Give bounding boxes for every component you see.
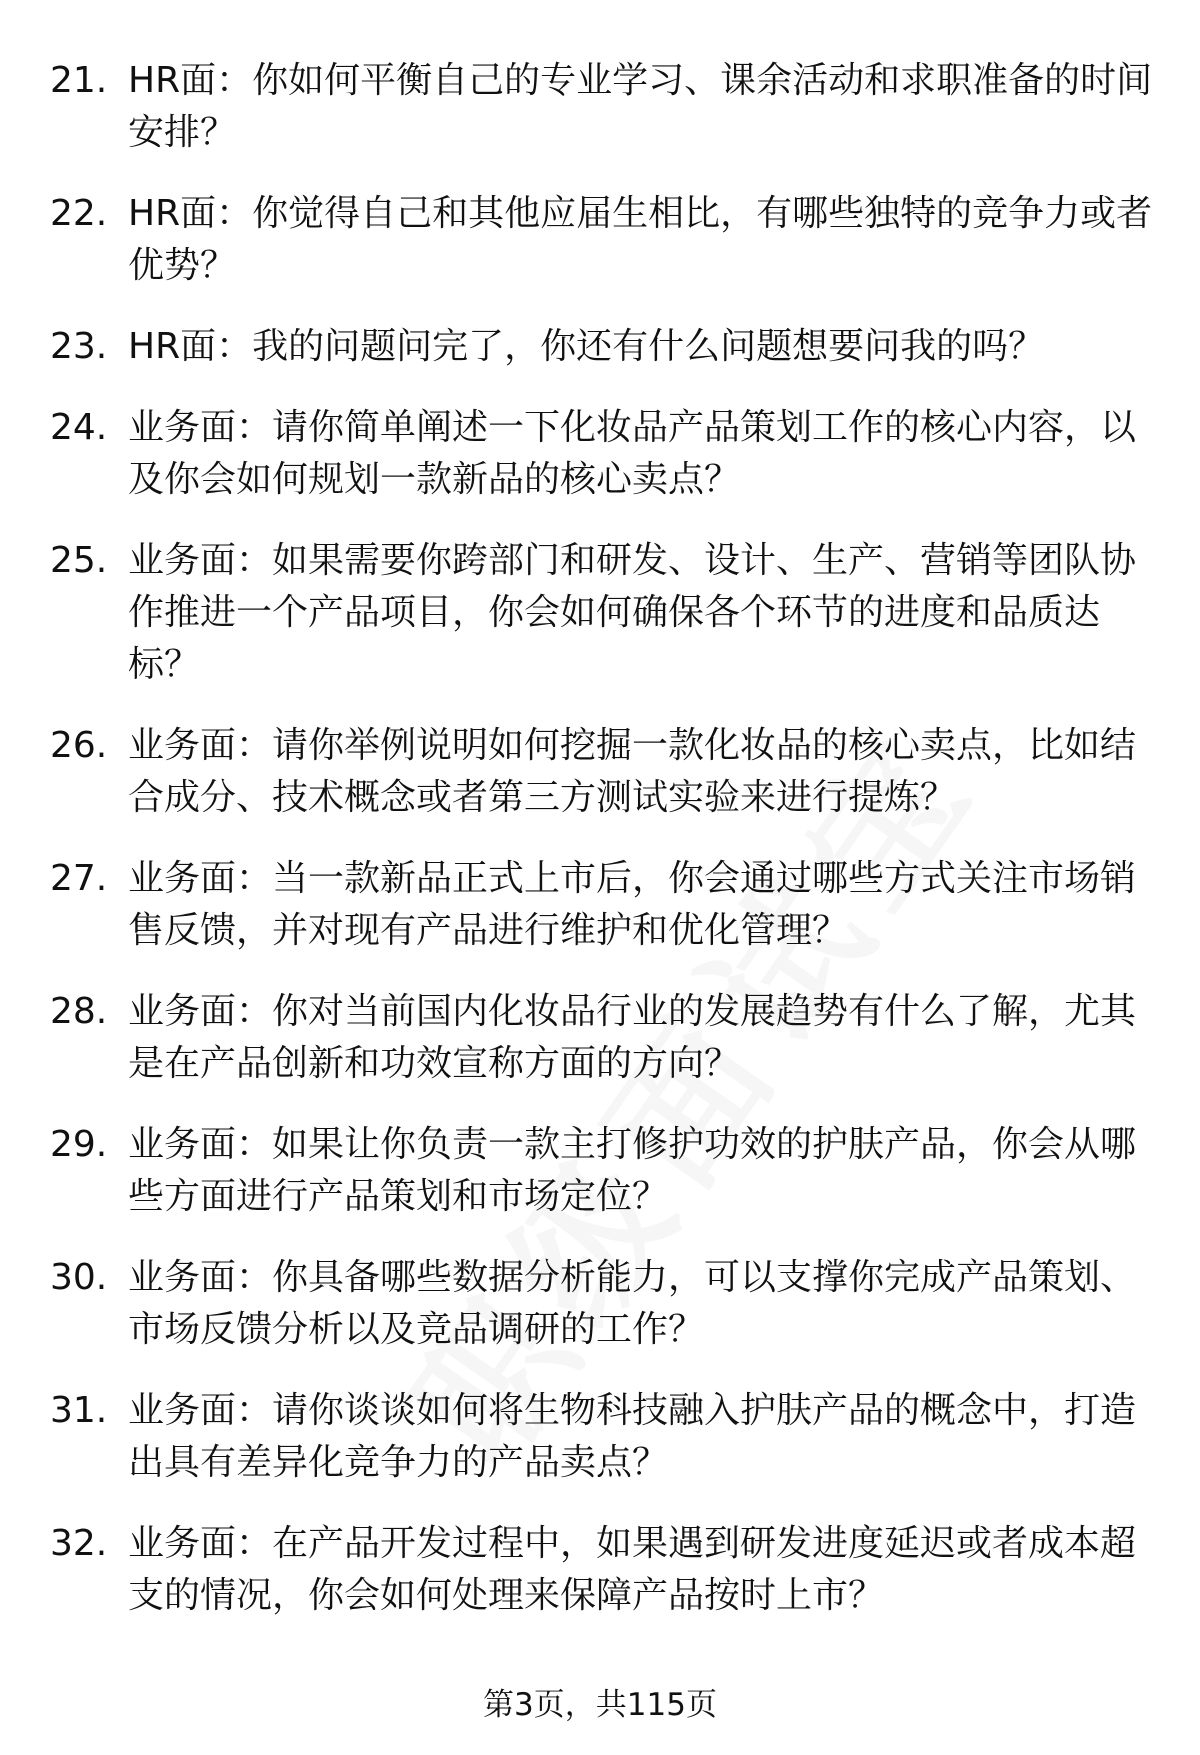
question-item xyxy=(0,321,1200,373)
question-number: 29. xyxy=(50,1124,108,1165)
question-number: 27. xyxy=(50,858,108,899)
question-item xyxy=(0,1518,1200,1622)
question-text: 业务面：当一款新品正式上市后，你会通过哪些方式关注市场销售反馈，并对现有产品进行维护和优化管理？ xyxy=(128,858,1137,951)
question-number: 30. xyxy=(50,1257,108,1298)
question-list xyxy=(0,55,1200,1651)
question-text: 业务面：你对当前国内化妆品行业的发展趋势有什么了解，尤其是在产品创新和功效宣称方面的方向？ xyxy=(128,991,1137,1084)
question-text: HR面：我的问题问完了，你还有什么问题想要问我的吗？ xyxy=(128,326,1045,367)
question-text: 业务面：请你简单阐述一下化妆品产品策划工作的核心内容，以及你会如何规划一款新品的核心卖点？ xyxy=(128,407,1137,500)
question-item xyxy=(0,986,1200,1090)
question-number: 21. xyxy=(50,60,108,101)
question-number: 26. xyxy=(50,725,108,766)
question-item xyxy=(0,402,1200,506)
question-item xyxy=(0,853,1200,957)
question-text: 业务面：你具备哪些数据分析能力，可以支撑你完成产品策划、市场反馈分析以及竞品调研的工作？ xyxy=(128,1257,1137,1350)
question-text: 业务面：请你举例说明如何挖掘一款化妆品的核心卖点，比如结合成分、技术概念或者第三方测试实验来进行提炼？ xyxy=(128,725,1137,818)
question-text: 业务面：如果需要你跨部门和研发、设计、生产、营销等团队协作推进一个产品项目，你会如何确保各个环节的进度和品质达标？ xyxy=(128,540,1137,685)
question-text: HR面：你觉得自己和其他应届生相比，有哪些独特的竞争力或者优势？ xyxy=(128,193,1153,286)
question-text: HR面：你如何平衡自己的专业学习、课余活动和求职准备的时间安排？ xyxy=(128,60,1153,153)
question-item xyxy=(0,1252,1200,1356)
page-number-footer: 第3页，共115页 xyxy=(483,1687,717,1723)
question-number: 24. xyxy=(50,407,108,448)
question-number: 23. xyxy=(50,326,108,367)
question-item xyxy=(0,1119,1200,1223)
question-number: 32. xyxy=(50,1523,108,1564)
question-item xyxy=(0,55,1200,159)
question-item xyxy=(0,1385,1200,1489)
question-number: 25. xyxy=(50,540,108,581)
question-number: 31. xyxy=(50,1390,108,1431)
question-item xyxy=(0,188,1200,292)
question-number: 28. xyxy=(50,991,108,1032)
question-text: 业务面：请你谈谈如何将生物科技融入护肤产品的概念中，打造出具有差异化竞争力的产品卖点？ xyxy=(128,1390,1137,1483)
question-item xyxy=(0,720,1200,824)
question-item xyxy=(0,535,1200,691)
question-text: 业务面：在产品开发过程中，如果遇到研发进度延迟或者成本超支的情况，你会如何处理来保障产品按时上市？ xyxy=(128,1523,1137,1616)
question-number: 22. xyxy=(50,193,108,234)
question-text: 业务面：如果让你负责一款主打修护功效的护肤产品，你会从哪些方面进行产品策划和市场定位？ xyxy=(128,1124,1137,1217)
